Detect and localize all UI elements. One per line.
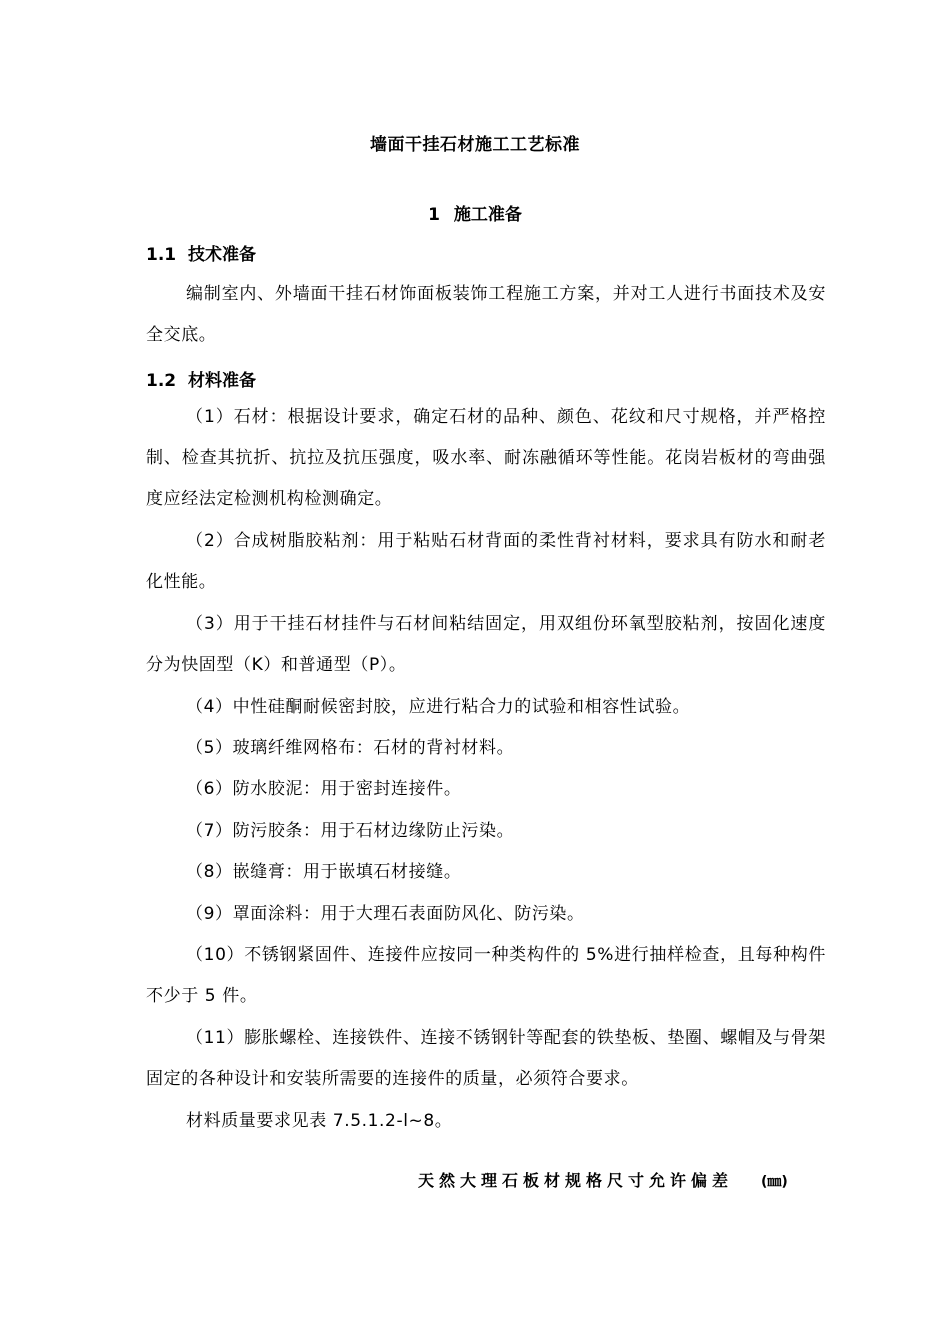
paragraph-material-ref: 材料质量要求见表 7.5.1.2-l~8。	[186, 1111, 453, 1131]
paragraph-item-5: （5）玻璃纤维网格布：石材的背衬材料。	[186, 738, 515, 758]
table-caption-title: 天然大理石板材规格尺寸允许偏差	[418, 1171, 734, 1190]
section-number: 1.2	[146, 371, 177, 391]
section-heading-1-2	[146, 366, 256, 391]
paragraph-item-9: （9）罩面涂料：用于大理石表面防风化、防污染。	[186, 904, 585, 924]
paragraph-item-11: （11）膨胀螺栓、连接铁件、连接不锈钢针等配套的铁垫板、垫圈、螺帽及与骨架固定的各种设计和安装所需要的连接件的质量，必须符合要求。	[146, 1028, 826, 1089]
paragraph-item-8: （8）嵌缝膏：用于嵌填石材接缝。	[186, 862, 462, 882]
paragraph-item-2: （2）合成树脂胶粘剂：用于粘贴石材背面的柔性背衬材料，要求具有防水和耐老化性能。	[146, 531, 826, 592]
paragraph-technical-prep: 编制室内、外墙面干挂石材饰面板装饰工程施工方案，并对工人进行书面技术及安全交底。	[146, 284, 826, 345]
table-caption	[418, 1168, 788, 1191]
section-title: 材料准备	[188, 371, 256, 391]
paragraph-item-7: （7）防污胶条：用于石材边缘防止污染。	[186, 821, 515, 841]
paragraph-item-1: （1）石材：根据设计要求，确定石材的品种、颜色、花纹和尺寸规格，并严格控制、检查其抗折、抗拉及抗压强度，吸水率、耐冻融循环等性能。花岗岩板材的弯曲强度应经法定检测机构检测确定。	[146, 407, 826, 509]
section-title: 技术准备	[188, 245, 256, 265]
chapter-heading	[0, 200, 950, 225]
paragraph-item-4: （4）中性硅酮耐候密封胶，应进行粘合力的试验和相容性试验。	[186, 697, 691, 717]
document-title: 墙面干挂石材施工工艺标准	[370, 135, 580, 155]
paragraph-item-3: （3）用于干挂石材挂件与石材间粘结固定，用双组份环氧型胶粘剂，按固化速度分为快固型（K）和普通型（P）。	[146, 614, 826, 675]
section-heading-1-1	[146, 240, 256, 265]
paragraph-item-6: （6）防水胶泥：用于密封连接件。	[186, 779, 462, 799]
table-caption-unit: (㎜)	[761, 1174, 788, 1190]
section-number: 1.1	[146, 245, 177, 265]
chapter-number: 1	[428, 205, 440, 225]
paragraph-item-10: （10）不锈钢紧固件、连接件应按同一种类构件的 5%进行抽样检查，且每种构件不少于 5 件。	[146, 945, 826, 1006]
chapter-title: 施工准备	[453, 205, 522, 225]
